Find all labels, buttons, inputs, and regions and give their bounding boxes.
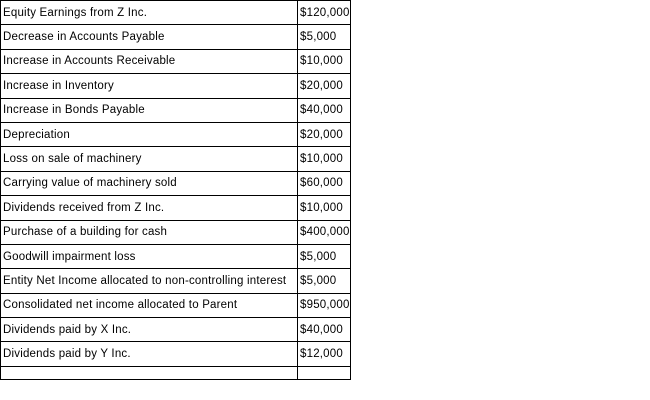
row-value: $400,000 [298,220,351,244]
row-value: $60,000 [298,171,351,195]
table-row [1,49,351,73]
row-value: $5,000 [298,25,351,49]
row-label: Dividends received from Z Inc. [1,196,298,220]
row-value: $40,000 [298,98,351,122]
row-label: Increase in Accounts Receivable [1,49,298,73]
table-row [1,171,351,195]
row-label: Decrease in Accounts Payable [1,25,298,49]
table-spacer-row [1,366,351,379]
row-value: $10,000 [298,196,351,220]
table-row [1,196,351,220]
row-label: Depreciation [1,122,298,146]
table-row [1,220,351,244]
table-row [1,269,351,293]
table-row [1,293,351,317]
table-row [1,122,351,146]
row-label: Dividends paid by X Inc. [1,318,298,342]
row-value: $950,000 [298,293,351,317]
table-row [1,318,351,342]
row-label: Carrying value of machinery sold [1,171,298,195]
row-label: Purchase of a building for cash [1,220,298,244]
row-label: Increase in Bonds Payable [1,98,298,122]
row-value: $120,000 [298,1,351,25]
spacer-cell [298,366,351,379]
row-label: Consolidated net income allocated to Parent [1,293,298,317]
row-label: Loss on sale of machinery [1,147,298,171]
row-label: Equity Earnings from Z Inc. [1,1,298,25]
row-label: Entity Net Income allocated to non-controlling interest [1,269,298,293]
row-value: $10,000 [298,147,351,171]
row-value: $12,000 [298,342,351,366]
row-value: $5,000 [298,269,351,293]
row-label: Increase in Inventory [1,74,298,98]
row-value: $20,000 [298,122,351,146]
row-label: Dividends paid by Y Inc. [1,342,298,366]
table-row [1,25,351,49]
table-row [1,342,351,366]
table-row [1,147,351,171]
row-value: $10,000 [298,49,351,73]
row-value: $40,000 [298,318,351,342]
row-value: $5,000 [298,244,351,268]
table-row [1,244,351,268]
row-value: $20,000 [298,74,351,98]
table-row [1,74,351,98]
table-row [1,1,351,25]
spacer-cell [1,366,298,379]
table-row [1,98,351,122]
row-label: Goodwill impairment loss [1,244,298,268]
